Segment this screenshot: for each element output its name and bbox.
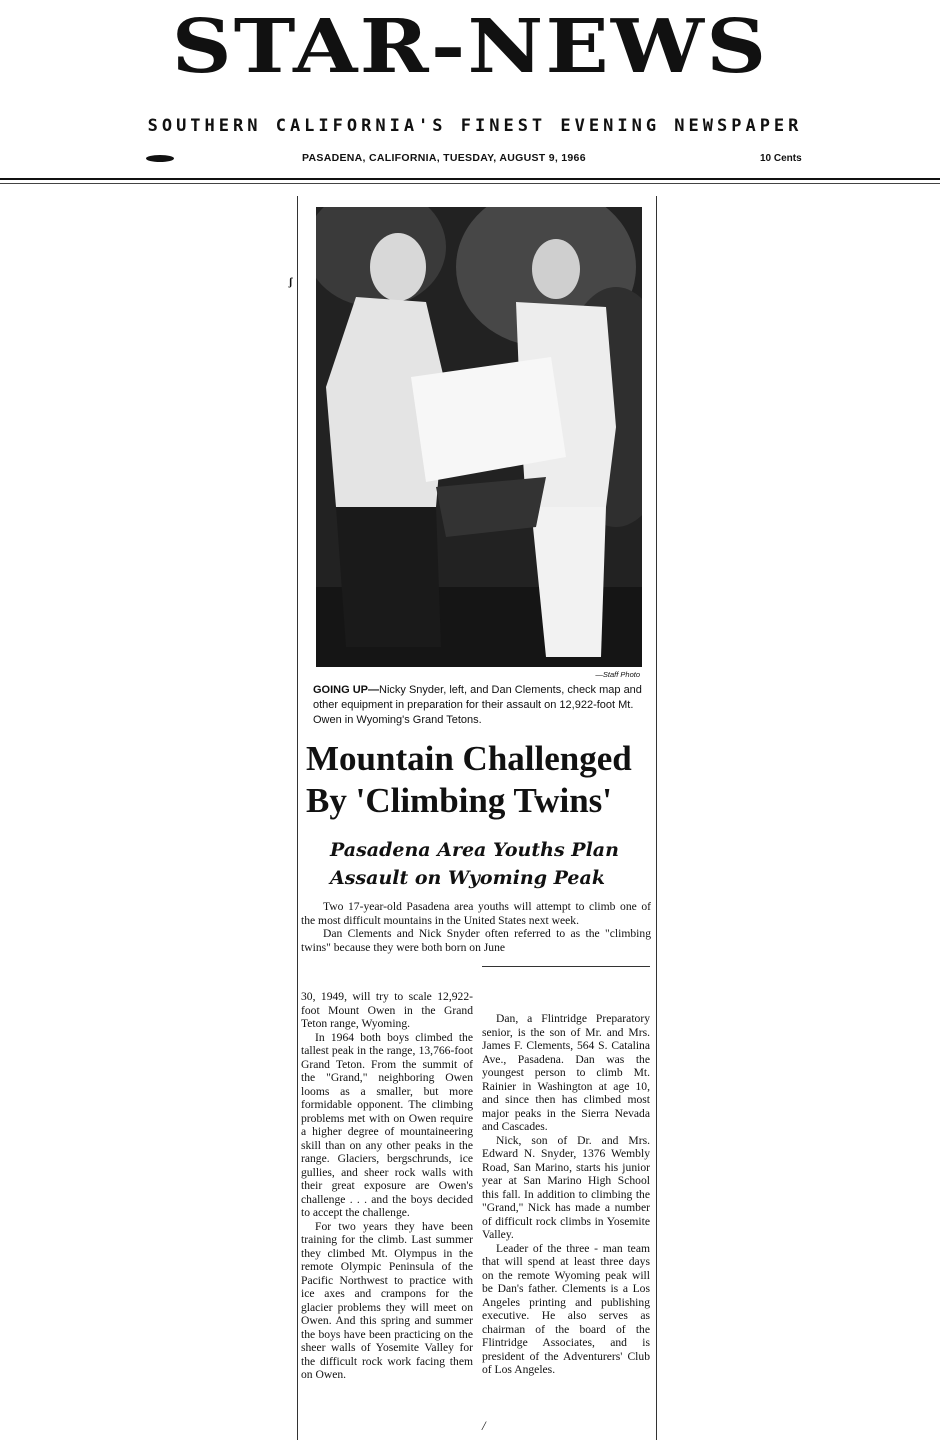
headline-line-1: Mountain Challenged bbox=[306, 739, 632, 778]
headline-line-2: By 'Climbing Twins' bbox=[306, 781, 613, 820]
article-subhead bbox=[330, 836, 650, 892]
page-mark: / bbox=[482, 1418, 486, 1433]
article-column-b bbox=[482, 1012, 650, 1377]
article-headline bbox=[306, 738, 651, 822]
column-a-paragraph-2: In 1964 both boys climbed the tallest peak in the range, 13,766-foot Grand Teton. From the summit of the "Grand," neighboring Owen looms as a smaller, but more formidable opponent. The climbing problems met with on Owen require a higher degree of mountaineering skill than on any other peaks in the range. Glaciers, bergschrunds, ice gullies, and sheer rock walls with their great exposure are Owen's challenge . . . and the boys decided to accept the challenge. bbox=[301, 1030, 473, 1219]
photo-illustration bbox=[316, 207, 642, 667]
lead-paragraph-2: Dan Clements and Nick Snyder often referred to as the "climbing twins" because they were both born on June bbox=[301, 927, 651, 954]
price-text: 10 Cents bbox=[760, 153, 802, 164]
dateline-text: PASADENA, CALIFORNIA, TUESDAY, AUGUST 9, 1966 bbox=[302, 152, 586, 164]
lead-paragraph-1: Two 17-year-old Pasadena area youths will attempt to climb one of the most difficult mountains in the United States next week. bbox=[301, 900, 651, 927]
article-lead bbox=[301, 900, 651, 954]
column-divider-left bbox=[297, 196, 298, 1440]
edge-fragment: ʃ bbox=[289, 276, 293, 288]
column-rule bbox=[482, 966, 650, 967]
photo-caption bbox=[313, 683, 648, 728]
article-column-a bbox=[301, 990, 473, 1382]
dateline-bar bbox=[0, 150, 940, 170]
column-b-paragraph-3: Leader of the three - man team that will spend at least three days on the remote Wyoming peak will be Dan's father. Clements is a Los Angeles printing and publishing executive. He also serves as chairman of the board of the Flintridge Associates, and is president of the Adventurers' Club of Los Angeles. bbox=[482, 1241, 650, 1376]
caption-text: Nicky Snyder, left, and Dan Clements, check map and other equipment in preparation for their assault on 12,922-foot Mt. Owen in Wyoming's Grand Tetons. bbox=[313, 684, 642, 726]
subhead-line-1: Pasadena Area Youths Plan bbox=[330, 839, 619, 861]
subhead-line-2: Assault on Wyoming Peak bbox=[330, 867, 605, 889]
ornament-dash bbox=[146, 155, 174, 162]
masthead-rule-thin bbox=[0, 183, 940, 184]
column-b-paragraph-2: Nick, son of Dr. and Mrs. Edward N. Snyder, 1376 Wembly Road, San Marino, starts his junior year at San Marino High School this fall. In addition to climbing the "Grand," Nick has made a number of difficult rock climbs in Yosemite Valley. bbox=[482, 1133, 650, 1241]
news-photo bbox=[316, 207, 642, 667]
masthead-title: STAR-NEWS bbox=[171, 4, 769, 90]
column-a-paragraph-3: For two years they have been training for the climb. Last summer they climbed Mt. Olympus in the remote Olympic Peninsula of the Pacific Northwest to practice with ice axes and crampons for the glacier problems they will meet on Owen. And this spring and summer the boys have been practicing on the sheer walls of Yosemite Valley for the difficult rock work facing them on Owen. bbox=[301, 1219, 473, 1381]
column-b-paragraph-1: Dan, a Flintridge Preparatory senior, is the son of Mr. and Mrs. James F. Clements, 564 S. Catalina Ave., Pasadena. Dan was the youngest person to climb Mt. Rainier in Washington at age 10, and since then has climbed most major peaks in the Sierra Nevada and Cascades. bbox=[482, 1012, 650, 1133]
column-a-paragraph-1: 30, 1949, will try to scale 12,922-foot Mount Owen in the Grand Teton range, Wyoming. bbox=[301, 990, 473, 1030]
column-divider-right bbox=[656, 196, 657, 1440]
photo-credit: —Staff Photo bbox=[595, 670, 640, 679]
masthead-tagline: SOUTHERN CALIFORNIA'S FINEST EVENING NEWSPAPER bbox=[147, 116, 803, 136]
masthead-rule bbox=[0, 178, 940, 180]
caption-lead: GOING UP— bbox=[313, 684, 380, 696]
